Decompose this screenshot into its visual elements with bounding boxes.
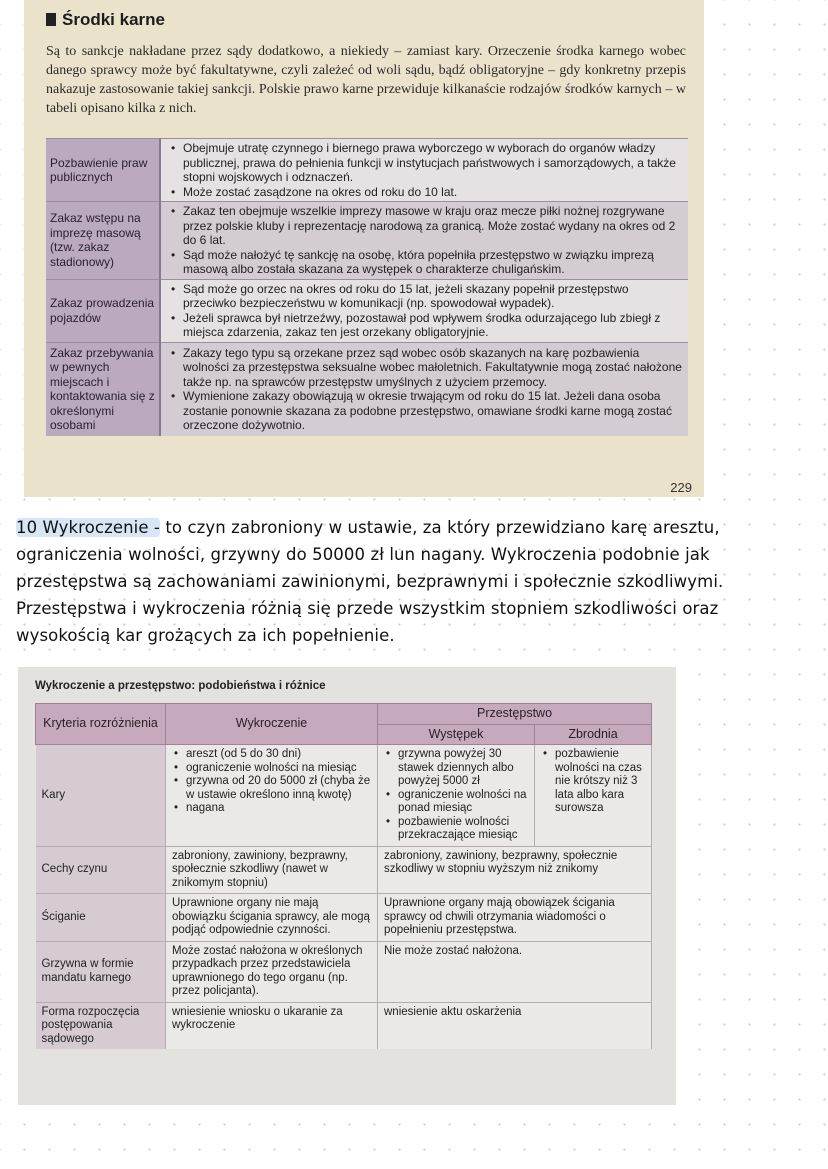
list-item: • Sąd może nałożyć tę sankcję na osobę, która popełniła przestępstwo w związku imprezą masową albo została skazana za występek o charakterze chuligańskim. [169, 248, 682, 277]
list-item: • Sąd może go orzec na okres od roku do 15 lat, jeżeli skazany popełnił przestępstwo przeciwko bezpieczeństwu w komunikacji (np. spowodował wypadek). [169, 282, 682, 311]
misdemeanor-cell: Może zostać nałożona w określonych przypadkach przez przedstawiciela uprawnionego do tego organu (np. przez policjanta). [166, 941, 378, 1002]
header-offense: Występek [378, 724, 535, 745]
crime-cell: Uprawnione organy mają obowiązek ścigania sprawcy od chwili otrzymania wiadomości o popełnieniu przestępstwa. [378, 894, 652, 942]
list-item: • pozbawienie wolności na czas nie krótszy niż 3 lata albo kara surowsza [541, 748, 645, 816]
list-item: • nagana [172, 802, 371, 816]
handwritten-note [16, 514, 816, 649]
header-felony: Zbrodnia [535, 724, 652, 745]
list-item: • Jeżeli sprawca był nietrzeźwy, pozostawał pod wpływem środka odurzającego lub zbiegł z miejsca zdarzenia, zakaz ten jest orzekany obligatoryjnie. [169, 311, 682, 340]
misdemeanor-cell: wniesienie wniosku o ukaranie za wykroczenie [166, 1002, 378, 1049]
table-row [46, 139, 688, 202]
row-label: Kary [36, 745, 166, 847]
table-row [36, 1002, 652, 1049]
row-label: Zakaz przebywania w pewnych miejscach i kontaktowania się z określonymi osobami [46, 342, 160, 436]
table-row [46, 202, 688, 280]
textbook-photo-comparison [18, 667, 676, 1105]
row-content [160, 279, 688, 342]
bullet-list [169, 346, 682, 433]
row-label: Cechy czynu [36, 846, 166, 894]
row-label: Ściganie [36, 894, 166, 942]
row-label: Forma rozpoczęcia postępowania sądowego [36, 1002, 166, 1049]
row-label: Pozbawienie praw publicznych [46, 139, 160, 202]
crime-cell: wniesienie aktu oskarżenia [378, 1002, 652, 1049]
square-bullet-icon [46, 13, 56, 26]
header-misdemeanor: Wykroczenie [166, 704, 378, 745]
list-item: • ograniczenie wolności na ponad miesiąc [384, 789, 528, 816]
row-content [160, 202, 688, 280]
table-row-kary [36, 745, 652, 847]
list-item: • pozbawienie wolności przekraczające miesiąc [384, 816, 528, 843]
header-crime: Przestępstwo [378, 704, 652, 725]
list-item: • grzywna od 20 do 5000 zł (chyba że w ustawie określono inną kwotę) [172, 775, 371, 802]
misdemeanor-cell: zabroniony, zawiniony, bezprawny, społecznie szkodliwy (nawet w znikomym stopniu) [166, 846, 378, 894]
bullet-list [541, 748, 645, 816]
list-item: • Zakazy tego typu są orzekane przez sąd wobec osób skazanych na karę pozbawienia wolności za przestępstwa seksualne wobec małoletnich. Fakultatywnie mogą zostać nałożone także np. na sprawców przestępstw umyślnych z użyciem przemocy. [169, 346, 682, 390]
table-row [36, 846, 652, 894]
row-label: Zakaz prowadzenia pojazdów [46, 279, 160, 342]
list-item: • grzywna powyżej 30 stawek dziennych albo powyżej 5000 zł [384, 748, 528, 789]
bullet-list [169, 141, 682, 199]
row-content [160, 139, 688, 202]
table-row [46, 342, 688, 436]
header-criteria: Kryteria rozróżnienia [36, 704, 166, 745]
misdemeanor-cell: Uprawnione organy nie mają obowiązku ścigania sprawcy, ale mogą podjąć odpowiednie czynności. [166, 894, 378, 942]
list-item: • ograniczenie wolności na miesiąc [172, 762, 371, 776]
crime-cell: zabroniony, zawiniony, bezprawny, społecznie szkodliwy w stopniu wyższym niż znikomy [378, 846, 652, 894]
bullet-list [169, 282, 682, 340]
table-row [46, 279, 688, 342]
penal-measures-table [46, 138, 688, 436]
textbook-photo-srodki-karne [24, 0, 704, 497]
page-number: 229 [670, 480, 692, 495]
intro-paragraph: Są to sankcje nakładane przez sądy dodatkowo, a niekiedy – zamiast kary. Orzeczenie środka karnego wobec danego sprawcy może być fakultatywne, czyli zależeć od woli sądu, bądź obligatoryjne – gdy konkretny przepis nakazuje zastosowanie takiej sankcji. Polskie prawo karne przewiduje kilkanaście rodzajów środków karnych – w tabeli opisano kilka z nich. [46, 44, 686, 116]
list-item: • areszt (od 5 do 30 dni) [172, 748, 371, 762]
table-row [36, 941, 652, 1002]
row-content [160, 342, 688, 436]
table-caption: Wykroczenie a przestępstwo: podobieństwa i różnice [35, 680, 326, 692]
bullet-list [172, 748, 371, 816]
note-text: to czyn zabroniony w ustawie, za który przewidziano karę aresztu, ograniczenia wolności, grzywny do 50000 zł lun nagany. Wykroczenia podobnie jak przestępstwa są zachowaniami zawinionymi, bezprawnymi i społecznie szkodliwymi. Przestępstwa i wykroczenia różnią się przede wszystkim stopniem szkodliwości oraz wysokością kar grożących za ich popełnienie. [16, 518, 724, 645]
bullet-list [169, 204, 682, 277]
row-label: Grzywna w formie mandatu karnego [36, 941, 166, 1002]
section-heading [46, 10, 165, 30]
list-item: • Obejmuje utratę czynnego i biernego prawa wyborczego w wyborach do organów władzy publicznej, prawa do pełnienia funkcji w instytucjach państwowych i samorządowych, a także stopni wojskowych i odznaczeń. [169, 141, 682, 185]
note-highlight: 10 Wykroczenie - [16, 518, 160, 537]
section-title: Środki karne [62, 10, 165, 29]
bullet-list [384, 748, 528, 843]
row-label: Zakaz wstępu na imprezę masową (tzw. zakaz stadionowy) [46, 202, 160, 280]
list-item: • Wymienione zakazy obowiązują w okresie trwającym od roku do 15 lat. Jeżeli dana osoba zostanie ponownie skazana za podobne przestępstwo, omawiane środki karne mogą zostać orzeczone dożywotnio. [169, 389, 682, 433]
list-item: • Może zostać zasądzone na okres od roku do 10 lat. [169, 185, 682, 200]
comparison-table [35, 703, 652, 1049]
table-row [36, 894, 652, 942]
crime-cell: Nie może zostać nałożona. [378, 941, 652, 1002]
list-item: • Zakaz ten obejmuje wszelkie imprezy masowe w kraju oraz mecze piłki nożnej rozgrywane przez polskie kluby i reprezentację narodową za granicą. Może zostać wydany na okres od 2 do 6 lat. [169, 204, 682, 248]
